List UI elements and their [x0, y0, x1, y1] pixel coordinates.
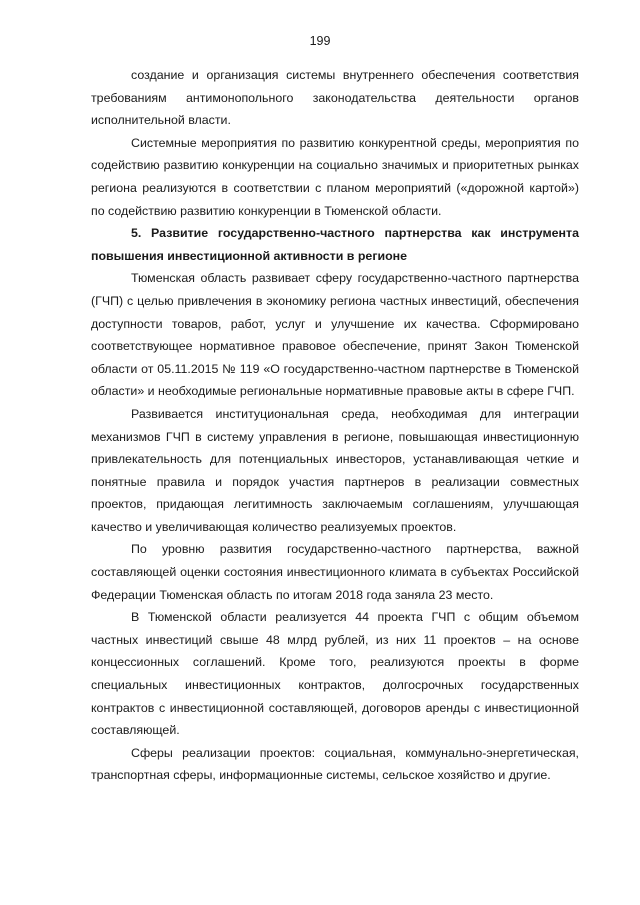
paragraph-ppp-development: Тюменская область развивает сферу государственно-частного партнерства (ГЧП) с целью привлечения в экономику региона частных инвестиций, обеспечения доступности товаров, работ, услуг и улучшение их качества. Сформировано соответствующее нормативное правовое обеспечение, принят Закон Тюменской области от 05.11.2015 № 119 «О государственно-частном партнерстве в Тюменской области» и необходимые региональные нормативные правовые акты в сфере ГЧП.: [91, 271, 579, 399]
document-body: [91, 64, 579, 787]
paragraph-ppp-ranking: По уровню развития государственно-частного партнерства, важной составляющей оценки состояния инвестиционного климата в субъектах Российской Федерации Тюменская область по итогам 2018 года заняла 23 место.: [91, 542, 579, 602]
paragraph-competition-measures: Системные мероприятия по развитию конкурентной среды, мероприятия по содействию развитию конкуренции на социально значимых и приоритетных рынках региона реализуются в соответствии с планом мероприятий («дорожной картой») по содействию развитию конкуренции в Тюменской области.: [91, 135, 579, 218]
page-number: 199: [309, 34, 331, 48]
section-heading: 5. Развитие государственно-частного партнерства как инструмента повышения инвестиционной активности в регионе: [91, 226, 579, 263]
paragraph-ppp-projects: В Тюменской области реализуется 44 проекта ГЧП с общим объемом частных инвестиций свыше 48 млрд рублей, из них 11 проектов – на основе концессионных соглашений. Кроме того, реализуются проекты в форме специальных инвестиционных контрактов, долгосрочных государственных контрактов с инвестиционной составляющей, договоров аренды с инвестиционной составляющей.: [91, 610, 579, 738]
paragraph-institutional-environment: Развивается институциональная среда, необходимая для интеграции механизмов ГЧП в систему управления в регионе, повышающая инвестиционную привлекательность для потенциальных инвесторов, устанавливающая четкие и понятные правила и порядок участия партнеров в реализации совместных проектов, придающая легитимность заключаемым соглашениям, улучшающая качество и увеличивающая количество реализуемых проектов.: [91, 406, 579, 534]
paragraph-project-areas: Сферы реализации проектов: социальная, коммунально-энергетическая, транспортная сферы, информационные системы, сельское хозяйство и другие.: [91, 745, 579, 783]
paragraph-antimonopoly: создание и организация системы внутреннего обеспечения соответствия требованиям антимонопольного законодательства деятельности органов исполнительной власти.: [91, 68, 579, 128]
